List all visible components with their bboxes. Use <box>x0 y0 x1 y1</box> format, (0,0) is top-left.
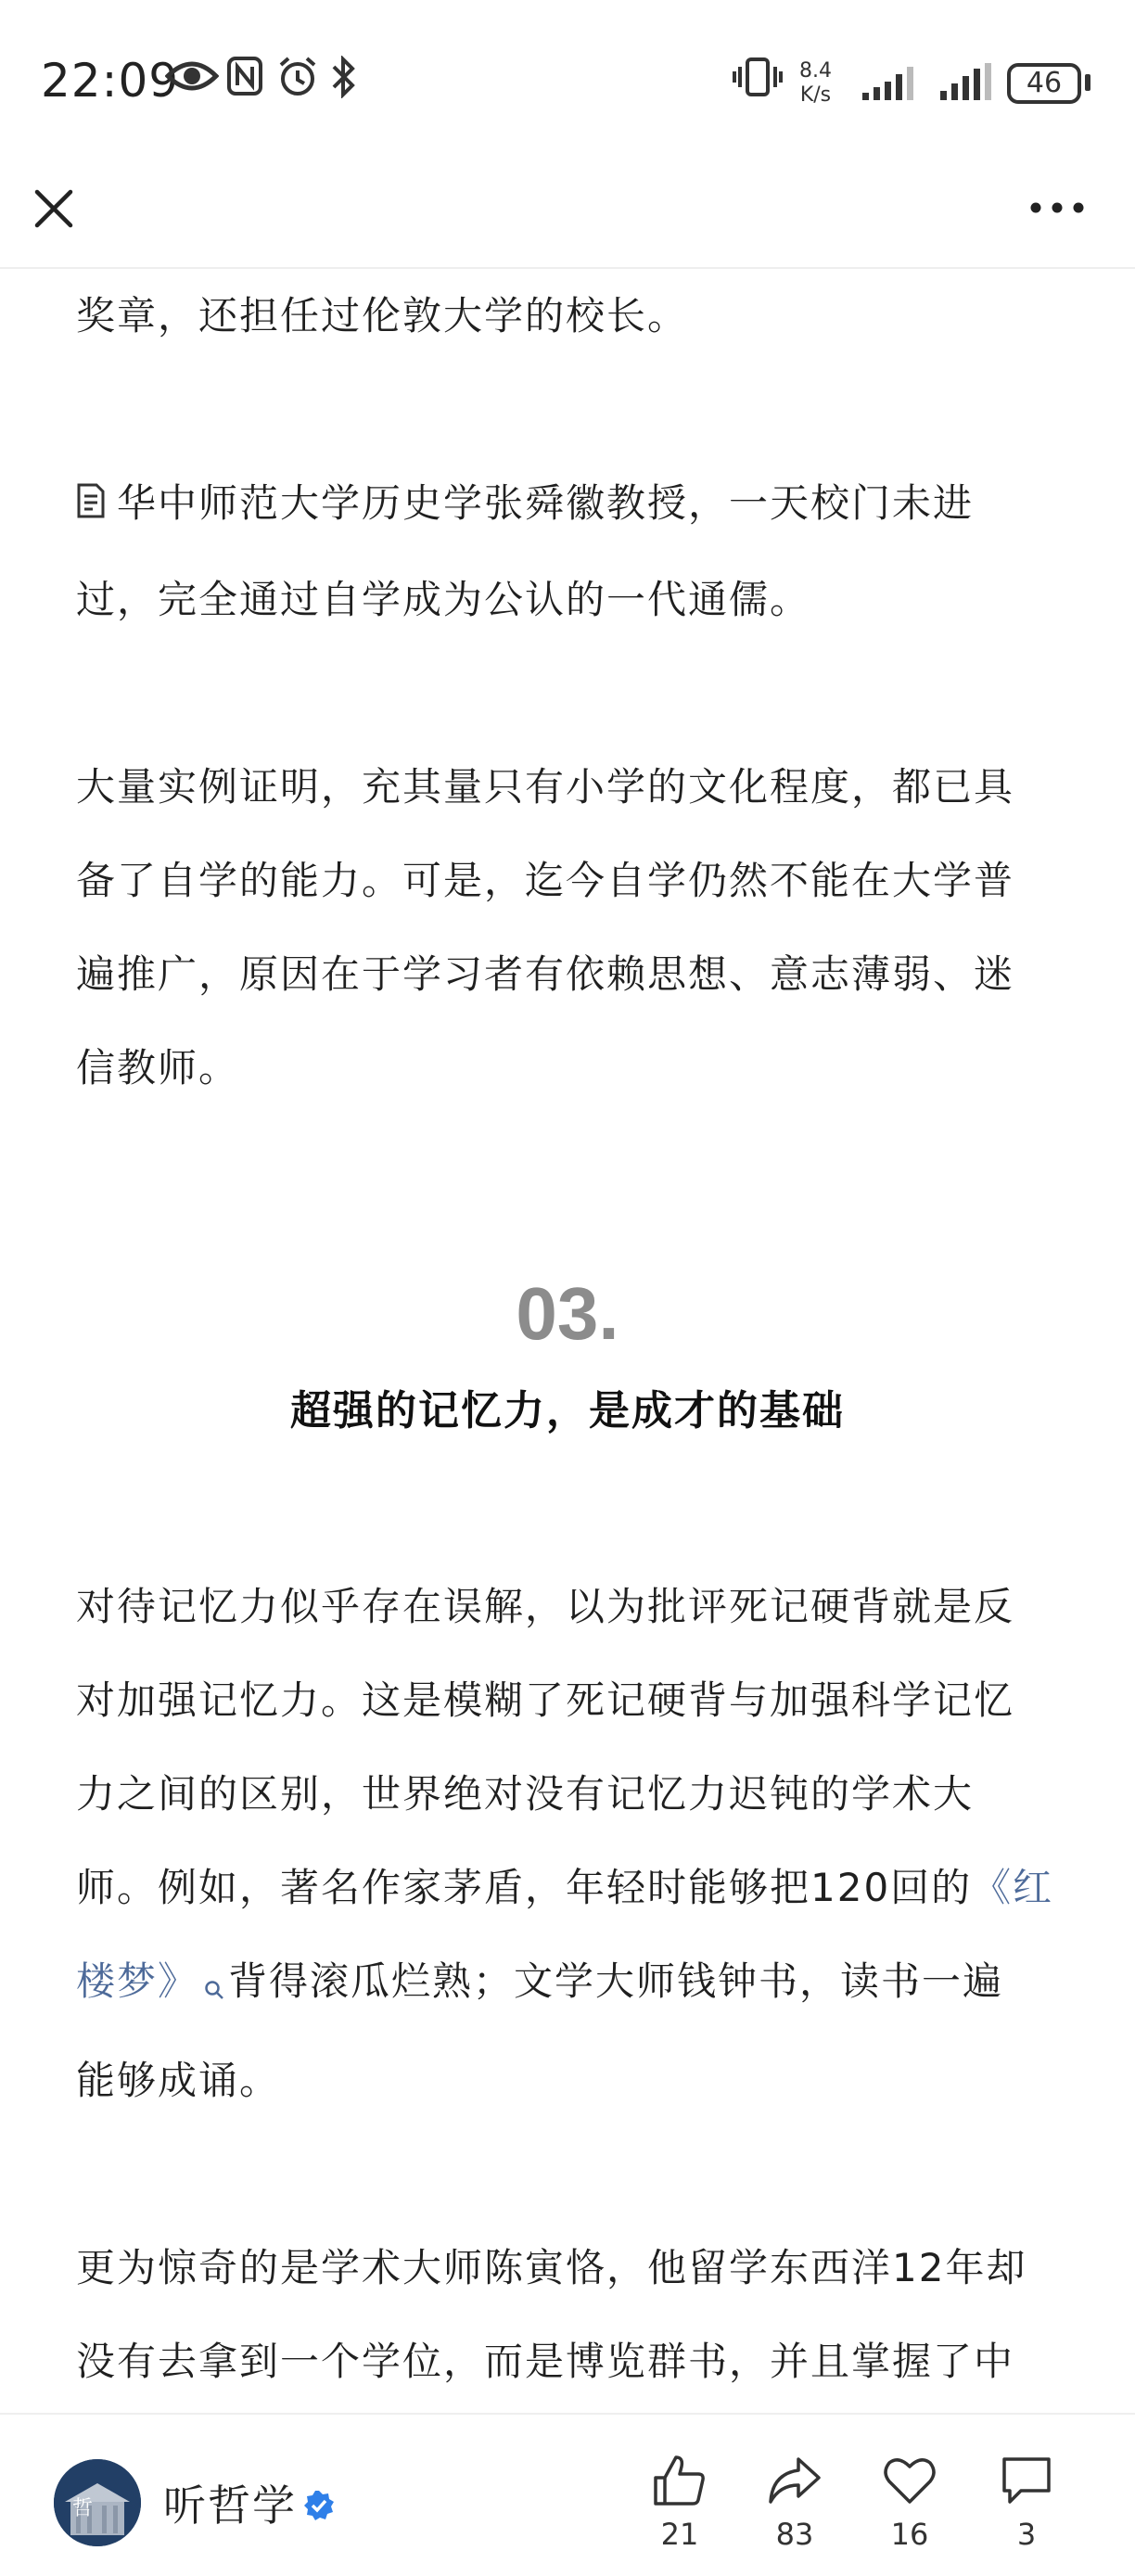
bottom-bar <box>0 2413 1135 2576</box>
favorite-button[interactable] <box>859 2454 961 2552</box>
paragraph-3-line-2: 备了自学的能力。可是，迄今自学仍然不能在大学普 <box>76 858 1015 903</box>
avatar-char: 哲 <box>72 2497 94 2520</box>
paragraph-2-line-1: 华中师范大学历史学张舜徽教授，一天校门未进 <box>117 480 975 526</box>
article-body <box>76 269 1059 2408</box>
signal-icon-sim2 <box>938 61 996 108</box>
paragraph-4 <box>76 1560 1059 2127</box>
comment-count: 3 <box>1016 2517 1037 2552</box>
status-bar <box>0 0 1135 167</box>
top-nav <box>0 167 1135 269</box>
favorite-count: 16 <box>890 2517 929 2552</box>
comment-button[interactable] <box>976 2454 1078 2552</box>
eye-icon <box>165 56 219 100</box>
paragraph-3 <box>76 740 1059 1115</box>
battery-tip <box>1085 74 1090 91</box>
paragraph-2 <box>76 456 1059 646</box>
paragraph-5 <box>76 2221 1059 2408</box>
paragraph-1: 奖章，还担任过伦敦大学的校长。 <box>76 293 689 338</box>
paragraph-4-line-2: 对加强记忆力。这是模糊了死记硬背与加强科学记忆 <box>76 1677 1015 1723</box>
paragraph-4-line-4: 师。例如，著名作家茅盾，年轻时能够把120回的 <box>76 1865 973 1910</box>
like-button[interactable] <box>629 2454 731 2552</box>
paragraph-5-line-1: 更为惊奇的是学术大师陈寅恪，他留学东西洋12年却 <box>76 2245 1027 2290</box>
comment-icon <box>999 2454 1054 2507</box>
paragraph-4-line-5: 背得滚瓜烂熟；文学大师钱钟书，读书一遍 <box>228 1958 1004 2004</box>
battery-indicator: 46 <box>1007 63 1081 104</box>
like-count: 21 <box>660 2517 699 2552</box>
heart-icon <box>882 2454 937 2507</box>
author-name[interactable]: 听哲学 <box>163 2480 297 2531</box>
share-icon <box>767 2454 823 2507</box>
more-icon <box>1029 201 1085 214</box>
paragraph-4-line-3: 力之间的区别，世界绝对没有记忆力迟钝的学术大 <box>76 1771 975 1817</box>
nfc-icon <box>226 56 263 100</box>
vibrate-icon <box>733 56 783 102</box>
bluetooth-icon <box>330 56 358 102</box>
verified-badge-icon <box>302 2489 336 2522</box>
signal-icon-sim1 <box>855 61 920 108</box>
close-icon <box>33 188 74 229</box>
paragraph-4-line-6: 能够成诵。 <box>76 2058 281 2103</box>
close-button[interactable] <box>28 176 80 241</box>
thumbs-up-icon <box>652 2454 708 2507</box>
network-speed: 8.4 K/s <box>799 59 832 107</box>
section-number: 03. <box>516 1272 619 1355</box>
paragraph-3-line-3: 遍推广，原因在于学习者有依赖思想、意志薄弱、迷 <box>76 951 1015 997</box>
alarm-icon <box>276 56 319 102</box>
book-link-hongloumeng[interactable]: 《红 <box>972 1865 1054 1910</box>
share-count: 83 <box>775 2517 814 2552</box>
more-options-button[interactable] <box>1020 178 1094 237</box>
paragraph-5-line-2: 没有去拿到一个学位，而是博览群书，并且掌握了中 <box>76 2339 1015 2384</box>
share-button[interactable] <box>744 2454 846 2552</box>
paragraph-3-line-1: 大量实例证明，充其量只有小学的文化程度，都已具 <box>76 764 1015 810</box>
document-icon <box>76 459 106 553</box>
section-title: 超强的记忆力，是成才的基础 <box>290 1387 845 1435</box>
paragraph-3-line-4: 信教师。 <box>76 1045 240 1090</box>
book-link-hongloumeng-cont[interactable]: 楼梦》 <box>76 1958 199 2004</box>
search-icon[interactable] <box>204 1940 224 2034</box>
author-avatar[interactable] <box>54 2459 141 2546</box>
status-time: 22:09 <box>41 54 180 108</box>
paragraph-4-line-1: 对待记忆力似乎存在误解，以为批评死记硬背就是反 <box>76 1584 1015 1629</box>
paragraph-2-line-2: 过，完全通过自学成为公认的一代通儒。 <box>76 577 811 622</box>
